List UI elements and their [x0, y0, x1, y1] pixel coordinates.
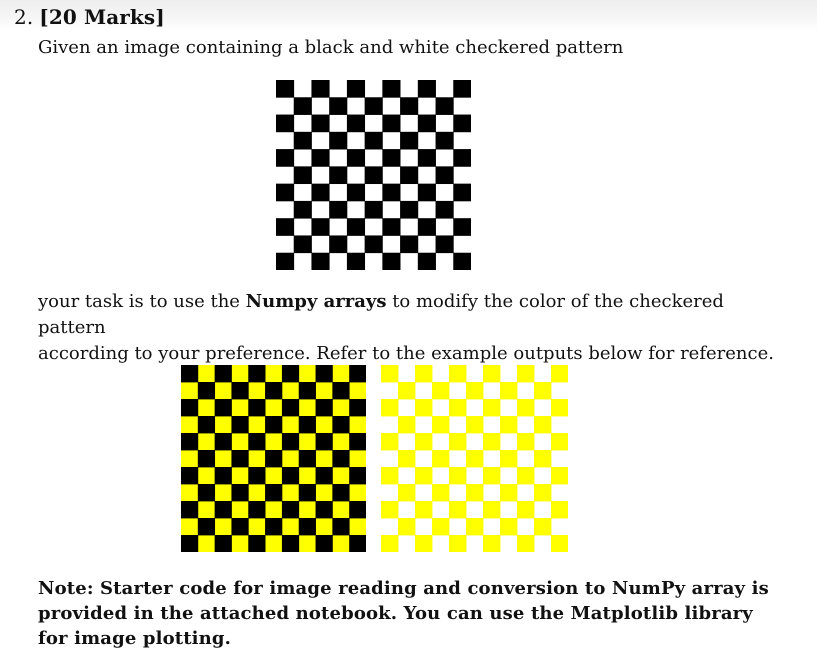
checker-square: [347, 80, 365, 98]
checker-square: [436, 235, 454, 253]
checker-square: [551, 501, 568, 518]
checker-square: [349, 399, 366, 416]
checker-square: [347, 149, 365, 167]
checker-square: [517, 365, 534, 382]
checker-square: [551, 399, 568, 416]
checker-square: [453, 253, 471, 270]
checker-square: [316, 433, 333, 450]
task-prefix: your task is to use the: [38, 291, 246, 312]
checker-square: [181, 535, 198, 552]
checker-square: [282, 535, 299, 552]
checker-square: [382, 218, 400, 236]
checker-square: [483, 399, 500, 416]
checker-square: [449, 433, 466, 450]
checker-square: [400, 235, 418, 253]
checker-square: [181, 365, 198, 382]
checker-square: [517, 399, 534, 416]
checker-square: [282, 501, 299, 518]
checker-square: [215, 365, 232, 382]
question-marks: [20 Marks]: [39, 5, 165, 29]
checker-square: [418, 218, 436, 236]
checker-square: [311, 115, 329, 133]
checker-square: [332, 518, 349, 535]
checker-square: [415, 535, 432, 552]
checker-square: [215, 399, 232, 416]
checker-square: [347, 184, 365, 202]
checker-square: [311, 80, 329, 98]
checker-square: [349, 467, 366, 484]
checker-square: [418, 115, 436, 133]
checker-square: [466, 484, 483, 501]
checker-square: [349, 365, 366, 382]
checker-square: [365, 132, 383, 150]
checkerboard-original-image: [276, 80, 471, 270]
checker-square: [398, 382, 415, 399]
checker-square: [418, 184, 436, 202]
checker-square: [282, 433, 299, 450]
checker-square: [215, 535, 232, 552]
checker-square: [231, 450, 248, 467]
checker-square: [551, 535, 568, 552]
checker-square: [365, 166, 383, 184]
checker-square: [381, 501, 398, 518]
checker-square: [466, 416, 483, 433]
checker-square: [466, 450, 483, 467]
checker-square: [415, 399, 432, 416]
checker-square: [466, 382, 483, 399]
checker-square: [349, 535, 366, 552]
checker-square: [398, 416, 415, 433]
checker-square: [517, 433, 534, 450]
checker-square: [181, 433, 198, 450]
checker-square: [215, 501, 232, 518]
checker-square: [432, 416, 449, 433]
checker-square: [517, 467, 534, 484]
checker-square: [299, 382, 316, 399]
checker-square: [534, 484, 551, 501]
checker-square: [311, 218, 329, 236]
checker-square: [415, 365, 432, 382]
checker-square: [382, 115, 400, 133]
checker-square: [198, 382, 215, 399]
checker-square: [449, 365, 466, 382]
checker-square: [276, 80, 294, 98]
task-line1-suffix: to modify the color of the checkered pattern: [38, 291, 724, 338]
checker-square: [436, 201, 454, 219]
checker-square: [436, 166, 454, 184]
checker-square: [181, 467, 198, 484]
checker-square: [329, 166, 347, 184]
checker-square: [316, 467, 333, 484]
checker-square: [381, 399, 398, 416]
checker-square: [432, 450, 449, 467]
checker-square: [415, 433, 432, 450]
checker-square: [483, 365, 500, 382]
checker-square: [551, 365, 568, 382]
checker-square: [483, 433, 500, 450]
checker-square: [453, 115, 471, 133]
checker-square: [400, 201, 418, 219]
checker-square: [381, 535, 398, 552]
checker-square: [276, 218, 294, 236]
checker-square: [432, 382, 449, 399]
checker-square: [265, 518, 282, 535]
checker-square: [453, 149, 471, 167]
checker-square: [517, 501, 534, 518]
checker-square: [483, 467, 500, 484]
checker-square: [282, 467, 299, 484]
note-line2: provided in the attached notebook. You can use the Matplotlib library: [38, 603, 753, 624]
checker-square: [381, 433, 398, 450]
checker-square: [316, 365, 333, 382]
checker-square: [329, 97, 347, 115]
checker-square: [449, 501, 466, 518]
checker-square: [500, 518, 517, 535]
checker-square: [299, 450, 316, 467]
checker-square: [381, 467, 398, 484]
checker-square: [332, 416, 349, 433]
checker-square: [415, 501, 432, 518]
checker-square: [248, 399, 265, 416]
checker-square: [248, 535, 265, 552]
checker-square: [453, 218, 471, 236]
checkerboard-yellow-white-example: [381, 365, 568, 552]
checker-square: [181, 399, 198, 416]
checker-square: [198, 484, 215, 501]
checker-square: [436, 132, 454, 150]
checker-square: [181, 501, 198, 518]
checker-square: [215, 467, 232, 484]
checker-square: [432, 484, 449, 501]
checker-square: [311, 253, 329, 270]
checker-square: [332, 484, 349, 501]
checker-square: [282, 365, 299, 382]
checker-square: [316, 535, 333, 552]
checker-square: [349, 501, 366, 518]
checker-square: [294, 97, 312, 115]
checker-square: [311, 149, 329, 167]
intro-text: Given an image containing a black and white checkered pattern: [38, 37, 624, 58]
checker-square: [398, 518, 415, 535]
checker-square: [449, 535, 466, 552]
note-text: [38, 576, 778, 651]
checker-square: [248, 365, 265, 382]
checker-square: [551, 467, 568, 484]
note-line3: for image plotting.: [38, 628, 232, 649]
checker-square: [500, 450, 517, 467]
checker-square: [449, 399, 466, 416]
checker-square: [365, 97, 383, 115]
checker-square: [299, 416, 316, 433]
checker-square: [418, 80, 436, 98]
checker-square: [400, 97, 418, 115]
checker-square: [534, 450, 551, 467]
checker-square: [534, 382, 551, 399]
checker-square: [517, 535, 534, 552]
checker-square: [534, 416, 551, 433]
checker-square: [453, 80, 471, 98]
checker-square: [329, 235, 347, 253]
checker-square: [500, 484, 517, 501]
checker-square: [294, 235, 312, 253]
checker-square: [382, 80, 400, 98]
checker-square: [265, 416, 282, 433]
checker-square: [276, 184, 294, 202]
checker-square: [500, 416, 517, 433]
checker-square: [347, 115, 365, 133]
checker-square: [418, 149, 436, 167]
checker-square: [294, 132, 312, 150]
checker-square: [248, 467, 265, 484]
checker-square: [382, 184, 400, 202]
checker-square: [299, 518, 316, 535]
checker-square: [400, 166, 418, 184]
checker-square: [436, 97, 454, 115]
question-header: [14, 3, 165, 31]
checker-square: [534, 518, 551, 535]
checker-square: [265, 450, 282, 467]
checker-square: [231, 382, 248, 399]
checker-square: [551, 433, 568, 450]
checker-square: [415, 467, 432, 484]
checker-square: [311, 184, 329, 202]
checker-square: [282, 399, 299, 416]
checker-square: [500, 382, 517, 399]
checker-square: [294, 201, 312, 219]
checker-square: [349, 433, 366, 450]
checker-square: [347, 218, 365, 236]
checker-square: [449, 467, 466, 484]
checker-square: [483, 535, 500, 552]
checker-square: [418, 253, 436, 270]
task-line2: according to your preference. Refer to the example outputs below for reference.: [38, 343, 774, 364]
task-text: [38, 289, 788, 367]
checker-square: [329, 201, 347, 219]
checker-square: [398, 450, 415, 467]
checker-square: [231, 484, 248, 501]
checker-square: [265, 484, 282, 501]
checker-square: [332, 382, 349, 399]
checker-square: [382, 149, 400, 167]
task-bold-term: Numpy arrays: [245, 291, 387, 312]
checker-square: [215, 433, 232, 450]
note-line1: Note: Starter code for image reading and conversion to NumPy array is: [38, 578, 769, 599]
checker-square: [231, 416, 248, 433]
checkerboard-yellow-black-example: [181, 365, 366, 552]
checker-square: [316, 501, 333, 518]
checker-square: [347, 253, 365, 270]
checker-square: [276, 253, 294, 270]
checker-square: [276, 149, 294, 167]
checker-square: [231, 518, 248, 535]
checker-square: [265, 382, 282, 399]
checker-square: [432, 518, 449, 535]
checker-square: [400, 132, 418, 150]
checker-square: [294, 166, 312, 184]
checker-square: [316, 399, 333, 416]
checker-square: [198, 518, 215, 535]
checker-square: [398, 484, 415, 501]
checker-square: [483, 501, 500, 518]
checker-square: [332, 450, 349, 467]
checker-square: [276, 115, 294, 133]
checker-square: [198, 416, 215, 433]
checker-square: [365, 235, 383, 253]
checker-square: [453, 184, 471, 202]
checker-square: [329, 132, 347, 150]
checker-square: [382, 253, 400, 270]
checker-square: [466, 518, 483, 535]
checker-square: [248, 433, 265, 450]
question-number: 2.: [14, 5, 34, 29]
checker-square: [381, 365, 398, 382]
checker-square: [198, 450, 215, 467]
checker-square: [299, 484, 316, 501]
checker-square: [365, 201, 383, 219]
checker-square: [248, 501, 265, 518]
